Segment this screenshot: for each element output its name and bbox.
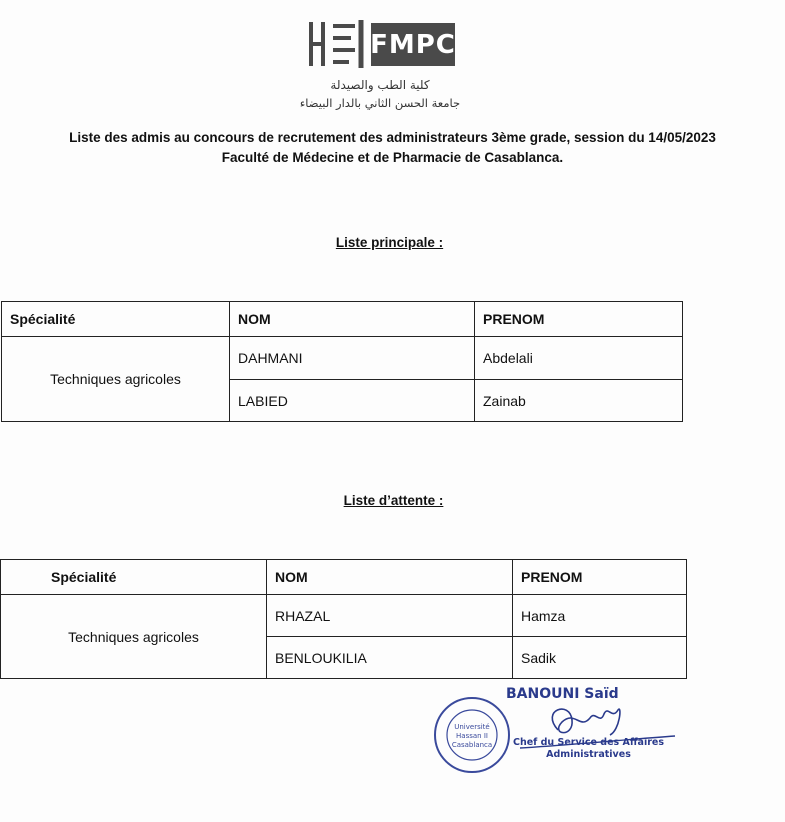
table-row	[2, 337, 683, 380]
specialite-cell: Techniques agricoles	[1, 595, 267, 679]
signatory-title-line2: Administratives	[546, 749, 631, 760]
principal-list-title: Liste principale :	[335, 235, 444, 250]
faculty-emblem-icon	[305, 18, 365, 70]
signatory-title	[513, 737, 664, 761]
signatory-name: BANOUNI Saïd	[506, 686, 619, 702]
header-prenom: PRENOM	[513, 560, 687, 595]
logo-arabic-faculty: كلية الطب والصيدلة	[330, 78, 430, 92]
stamp-text-3: Casablanca	[451, 741, 493, 749]
nom-cell: DAHMANI	[230, 337, 475, 380]
header-specialite: Spécialité	[1, 560, 267, 595]
header-prenom: PRENOM	[475, 302, 683, 337]
waiting-list-title: Liste d’attente :	[343, 493, 444, 508]
nom-cell: BENLOUKILIA	[267, 637, 513, 679]
table-header-row	[2, 302, 683, 337]
signatory-title-line1: Chef du Service des Affaires	[513, 737, 664, 748]
nom-cell: RHAZAL	[267, 595, 513, 637]
nom-cell: LABIED	[230, 380, 475, 422]
prenom-cell: Sadik	[513, 637, 687, 679]
prenom-cell: Abdelali	[475, 337, 683, 380]
fmpc-brand-box: FMPC	[371, 23, 455, 66]
principal-list-table	[1, 301, 683, 422]
header-specialite: Spécialité	[2, 302, 230, 337]
document-title: Liste des admis au concours de recrutement des administrateurs 3ème grade, session du 14/05/2023	[69, 130, 716, 145]
header-nom: NOM	[230, 302, 475, 337]
document-subtitle: Faculté de Médecine et de Pharmacie de Casablanca.	[221, 150, 564, 165]
specialite-cell: Techniques agricoles	[2, 337, 230, 422]
header-nom: NOM	[267, 560, 513, 595]
stamp-text-2: Hassan II	[456, 732, 488, 740]
stamp-text-1: Université	[454, 723, 490, 731]
logo-arabic-university: جامعة الحسن الثاني بالدار البيضاء	[299, 96, 461, 110]
prenom-cell: Zainab	[475, 380, 683, 422]
table-row	[1, 595, 687, 637]
table-header-row	[1, 560, 687, 595]
waiting-list-table	[0, 559, 687, 679]
fmpc-logo	[299, 18, 461, 113]
prenom-cell: Hamza	[513, 595, 687, 637]
